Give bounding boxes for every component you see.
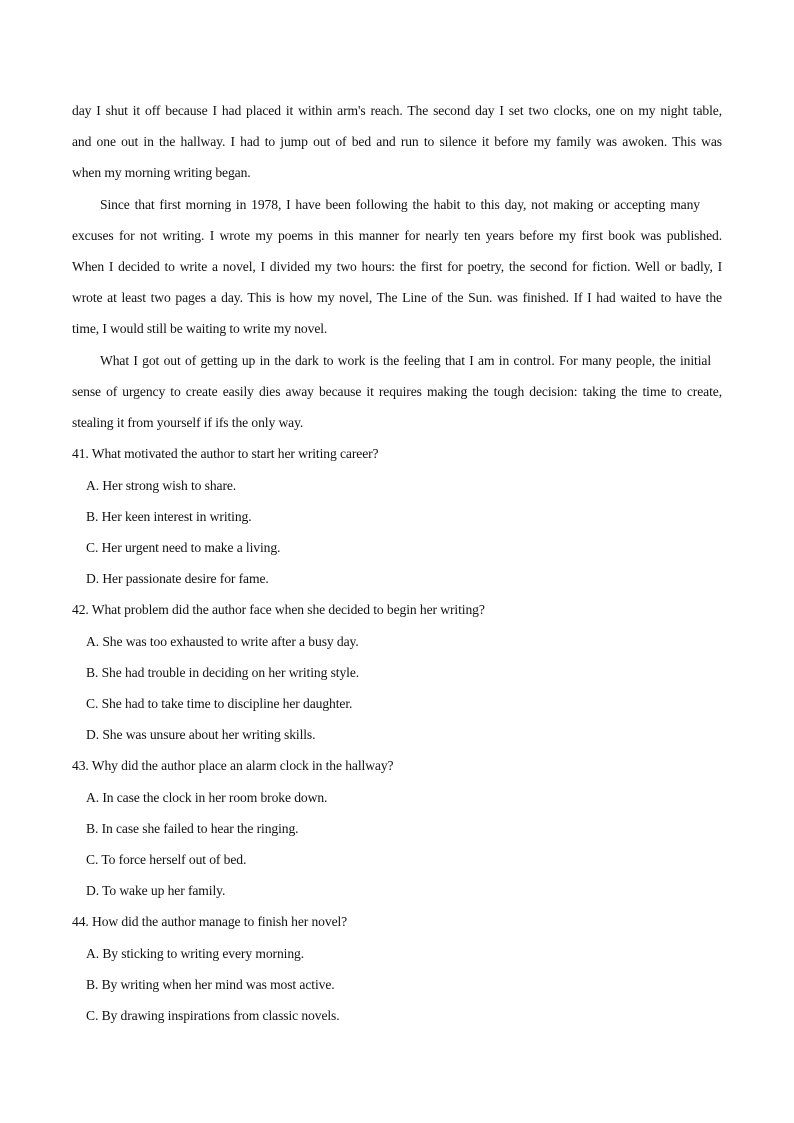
passage-line: time, I would still be waiting to write my novel. xyxy=(72,321,328,336)
passage-line: Since that first morning in 1978, I have been following the habit to this day, not making or accepting many xyxy=(100,197,700,212)
answer-option: C. By drawing inspirations from classic novels. xyxy=(86,1008,340,1023)
passage-line: excuses for not writing. I wrote my poems in this manner for nearly ten years before my first book was published. xyxy=(72,228,722,243)
answer-option: A. She was too exhausted to write after a busy day. xyxy=(86,634,359,649)
passage-line: stealing it from yourself if ifs the only way. xyxy=(72,415,304,430)
answer-option: B. In case she failed to hear the ringing. xyxy=(86,821,299,836)
question-stem: 43. Why did the author place an alarm clock in the hallway? xyxy=(72,758,394,773)
answer-option: B. By writing when her mind was most active. xyxy=(86,977,335,992)
answer-option: A. By sticking to writing every morning. xyxy=(86,946,305,961)
answer-option: C. To force herself out of bed. xyxy=(86,852,247,867)
answer-option: D. Her passionate desire for fame. xyxy=(86,571,269,586)
passage-line: when my morning writing began. xyxy=(72,165,251,180)
question-stem: 42. What problem did the author face when she decided to begin her writing? xyxy=(72,602,485,617)
answer-option: B. Her keen interest in writing. xyxy=(86,509,252,524)
passage-line: What I got out of getting up in the dark to work is the feeling that I am in control. For many people, the initial xyxy=(100,353,711,368)
answer-option: A. In case the clock in her room broke down. xyxy=(86,790,328,805)
answer-option: C. Her urgent need to make a living. xyxy=(86,540,281,555)
passage-line: When I decided to write a novel, I divided my two hours: the first for poetry, the second for fiction. Well or badly, I xyxy=(72,259,722,274)
answer-option: D. She was unsure about her writing skills. xyxy=(86,727,316,742)
answer-option: C. She had to take time to discipline her daughter. xyxy=(86,696,353,711)
answer-option: B. She had trouble in deciding on her writing style. xyxy=(86,665,360,680)
question-stem: 41. What motivated the author to start her writing career? xyxy=(72,446,379,461)
answer-option: D. To wake up her family. xyxy=(86,883,226,898)
answer-option: A. Her strong wish to share. xyxy=(86,478,237,493)
passage-line: sense of urgency to create easily dies away because it requires making the tough decision: taking the time to create, xyxy=(72,384,722,399)
passage-line: day I shut it off because I had placed it within arm's reach. The second day I set two clocks, one on my night table, xyxy=(72,103,722,118)
question-stem: 44. How did the author manage to finish her novel? xyxy=(72,914,348,929)
passage-line: and one out in the hallway. I had to jump out of bed and run to silence it before my family was awoken. This was xyxy=(72,134,722,149)
passage-line: wrote at least two pages a day. This is how my novel, The Line of the Sun. was finished. If I had waited to have the xyxy=(72,290,722,305)
